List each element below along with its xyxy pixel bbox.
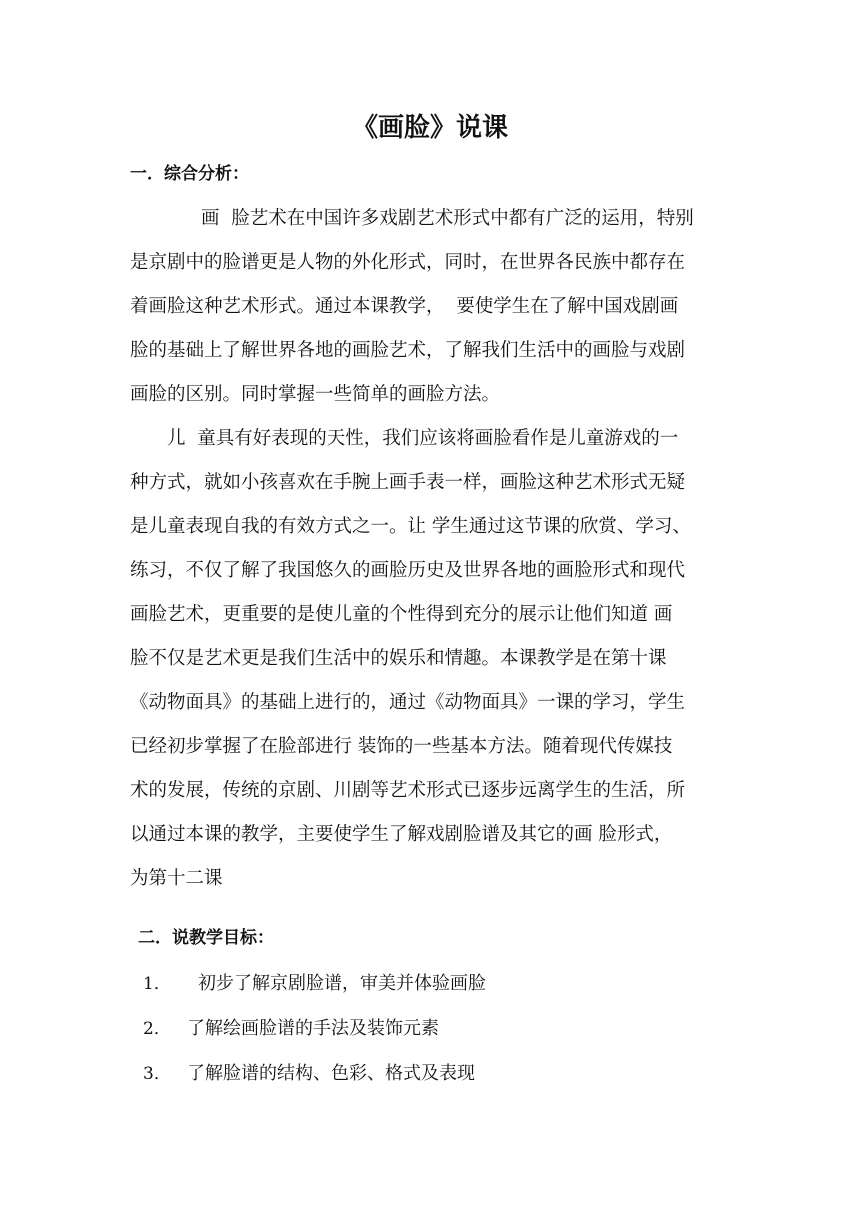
- body-line: 是京剧中的脸谱更是人物的外化形式，同时，在世界各民族中都存在: [130, 252, 686, 273]
- body-line: 画 脸艺术在中国许多戏剧艺术形式中都有广泛的运用，特别: [201, 208, 694, 229]
- body-line: 术的发展，传统的京剧、川剧等艺术形式已逐步远离学生的生活，所: [130, 780, 686, 801]
- list-item-number: 3．: [143, 1064, 171, 1084]
- section-heading-analysis: 一．综合分析：: [130, 164, 249, 184]
- body-line: 儿 童具有好表现的天性，我们应该将画脸看作是儿童游戏的一: [167, 428, 679, 449]
- body-line: 已经初步掌握了在脸部进行 装饰的一些基本方法。随着现代传媒技: [130, 736, 673, 757]
- body-line: 种方式，就如小孩喜欢在手腕上画手表一样，画脸这种艺术形式无疑: [130, 472, 686, 493]
- list-item-text: 了解脸谱的结构、色彩、格式及表现: [187, 1063, 475, 1084]
- body-line: 脸不仅是艺术更是我们生活中的娱乐和情趣。本课教学是在第十课: [130, 648, 667, 669]
- body-line: 为第十二课: [130, 868, 223, 889]
- body-line: 着画脸这种艺术形式。通过本课教学， 要使学生在了解中国戏剧画: [130, 296, 679, 317]
- body-line: 是儿童表现自我的有效方式之一。让 学生通过这节课的欣赏、学习、: [130, 516, 691, 537]
- body-line: 画脸艺术，更重要的是使儿童的个性得到充分的展示让他们知道 画: [130, 604, 673, 625]
- list-item-text: 了解绘画脸谱的手法及装饰元素: [187, 1018, 439, 1039]
- list-item-number: 2．: [143, 1019, 171, 1039]
- body-line: 脸的基础上了解世界各地的画脸艺术，了解我们生活中的画脸与戏剧: [130, 340, 686, 361]
- section-heading-objectives: 二．说教学目标：: [138, 928, 274, 948]
- list-item-text: 初步了解京剧脸谱，审美并体验画脸: [198, 973, 486, 994]
- body-line: 练习，不仅了解了我国悠久的画脸历史及世界各地的画脸形式和现代: [130, 560, 686, 581]
- body-line: 以通过本课的教学，主要使学生了解戏剧脸谱及其它的画 脸形式，: [130, 824, 673, 845]
- list-item-number: 1．: [143, 974, 171, 994]
- body-line: 《动物面具》的基础上进行的，通过《动物面具》一课的学习，学生: [130, 692, 686, 713]
- body-line: 画脸的区别。同时掌握一些简单的画脸方法。: [130, 384, 501, 405]
- page-title: 《画脸》说课: [351, 113, 508, 143]
